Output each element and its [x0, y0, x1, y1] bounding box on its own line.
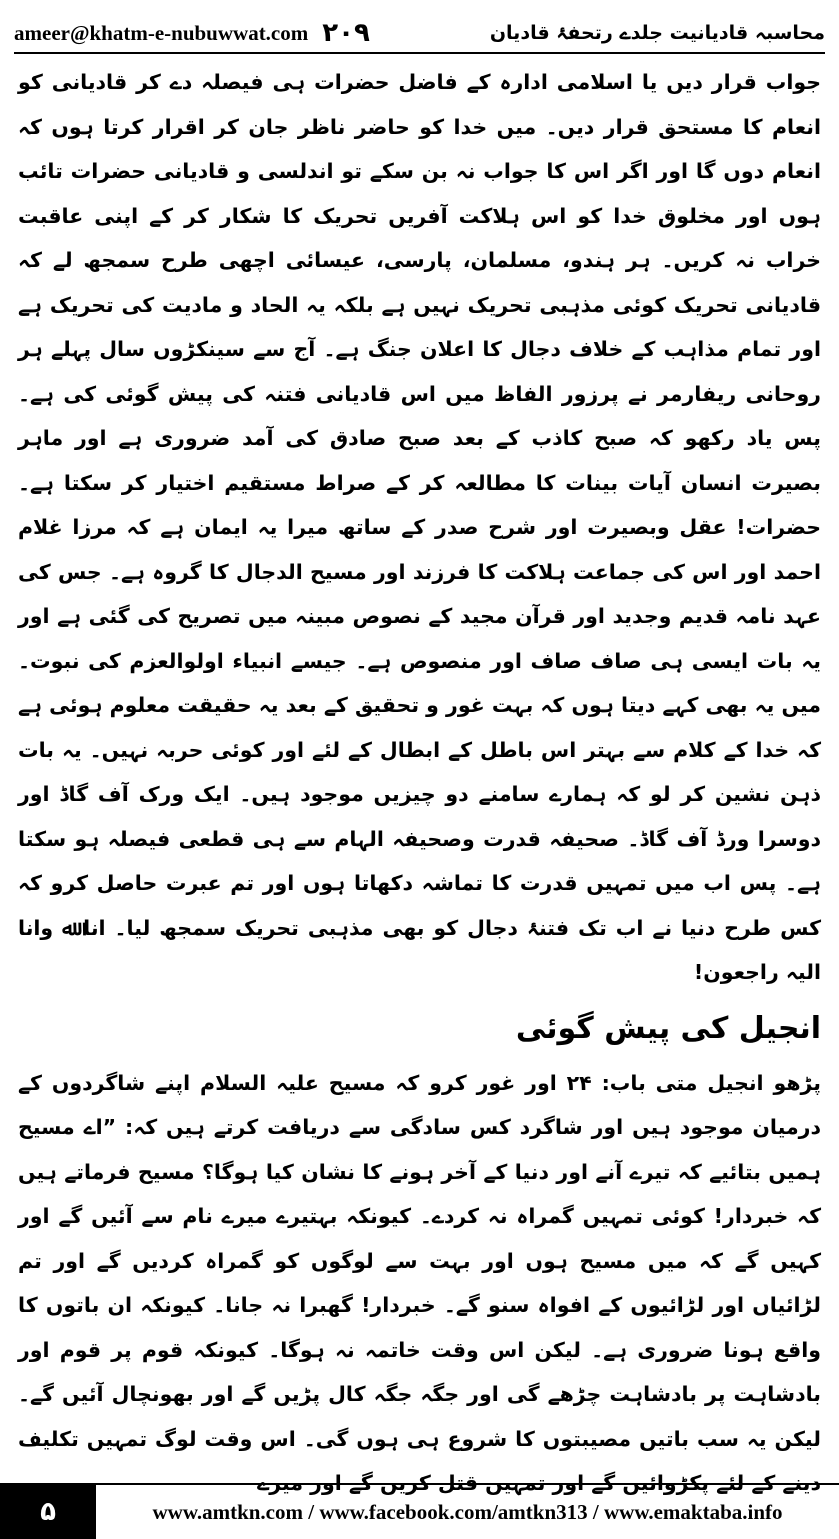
paragraph-2: پڑھو انجیل متی باب: ۲۴ اور غور کرو کہ مسیح علیہ السلام اپنے شاگردوں کے درمیان موجود ہیں اور شاگرد کس سادگی سے دریافت کرتے ہیں کہ: ”اے مسیح ہمیں بتائیے کہ تیرے آنے اور دنیا کے آخر ہونے کا نشان کیا ہوگا؟ مسیح فرماتے ہیں کہ خبردار! کوئی تمہیں گمراہ نہ کردے۔ کیونکہ بہتیرے میرے نام سے آئیں گے اور کہیں گے کہ میں مسیح ہوں اور بہت سے لوگوں کو گمراہ کردیں گے اور تم لڑائیاں اور لڑائیوں کے افواہ سنو گے۔ خبردار! گھبرا نہ جانا۔ کیونکہ ان باتوں کا واقع ہونا ضروری ہے۔ لیکن اس وقت خاتمہ نہ ہوگا۔ کیونکہ قوم پر قوم اور بادشاہت پر بادشاہت چڑھے گی اور جگہ جگہ کال پڑیں گے اور بھونچال آئیں گے۔ لیکن یہ سب باتیں مصیبتوں کا شروع ہی ہوں گی۔ اس وقت لوگ تمہیں تکلیف دینے کے لئے پکڑوائیں گے اور تمہیں قتل کریں گے اور میرے: [18, 1070, 821, 1495]
header-email[interactable]: ameer@khatm-e-nubuwwat.com: [14, 20, 309, 45]
page-number: ۲۰۹: [322, 18, 370, 48]
book-title: محاسبہ قادیانیت جلدے رتحفۂ قادیان: [489, 22, 825, 44]
page-footer: [0, 1483, 839, 1539]
page-header: [14, 14, 825, 54]
header-left: [14, 18, 370, 48]
section-heading: انجیل کی پیش گوئی: [515, 1010, 821, 1046]
page-body: [18, 60, 821, 1495]
paragraph-1: جواب قرار دیں یا اسلامی ادارہ کے فاضل حضرات ہی فیصلہ دے کر قادیانی کو انعام کا مستحق قرار دیں۔ میں خدا کو حاضر ناظر جان کر اقرار کرتا ہوں کہ انعام دوں گا اور اگر اس کا جواب نہ بن سکے تو اندلسی و قادیانی حضرات تائب ہوں اور مخلوق خدا کو اس ہلاکت آفریں تحریک کا شکار کر کے اپنی عاقبت خراب نہ کریں۔ ہر ہندو، مسلمان، پارسی، عیسائی اچھی طرح سمجھ لے کہ قادیانی تحریک کوئی مذہبی تحریک نہیں ہے بلکہ یہ الحاد و مادیت کی تحریک ہے اور تمام مذاہب کے خلاف دجال کا اعلان جنگ ہے۔ آج سے سینکڑوں سال پہلے ہر روحانی ریفارمر نے پرزور الفاظ میں اس قادیانی فتنہ کی پیش گوئی کی ہے۔ پس یاد رکھو کہ صبح کاذب کے بعد صبح صادق کی آمد ضروری ہے اور ماہر بصیرت انسان آیات بینات کا مطالعہ کر کے صراط مستقیم اختیار کر سکتا ہے۔ حضرات! عقل وبصیرت اور شرح صدر کے ساتھ میرا یہ ایمان ہے کہ مرزا غلام احمد اور اس کی جماعت ہلاکت کا فرزند اور مسیح الدجال کا گروہ ہے۔ جس کی عہد نامہ قدیم وجدید اور قرآن مجید کے نصوص مبینہ میں تصریح کی گئی ہے اور یہ بات ایسی ہی صاف صاف اور منصوص ہے۔ جیسے انبیاء اولوالعزم کی نبوت۔ میں یہ بھی کہے دیتا ہوں کہ بہت غور و تحقیق کے بعد یہ حقیقت معلوم ہوئی ہے کہ خدا کے کلام سے بہتر اس باطل کے ابطال کے لئے اور کوئی حربہ نہیں۔ یہ بات ذہن نشین کر لو کہ ہمارے سامنے دو چیزیں موجود ہیں۔ ایک ورک آف گاڈ اور دوسرا ورڈ آف گاڈ۔ صحیفہ قدرت وصحیفہ الہام سے ہی قطعی فیصلہ ہو سکتا ہے۔ پس اب میں تمہیں قدرت کا تماشہ دکھاتا ہوں اور تم عبرت حاصل کرو کہ کس طرح دنیا نے اب تک فتنۂ دجال کو بھی مذہبی تحریک سمجھ لیا۔ انا ﷲ وانا الیہ راجعون!: [18, 70, 821, 984]
footer-links[interactable]: www.amtkn.com / www.facebook.com/amtkn313 / www.emaktaba.info: [152, 1499, 783, 1524]
volume-number-badge: ۵: [0, 1485, 96, 1539]
